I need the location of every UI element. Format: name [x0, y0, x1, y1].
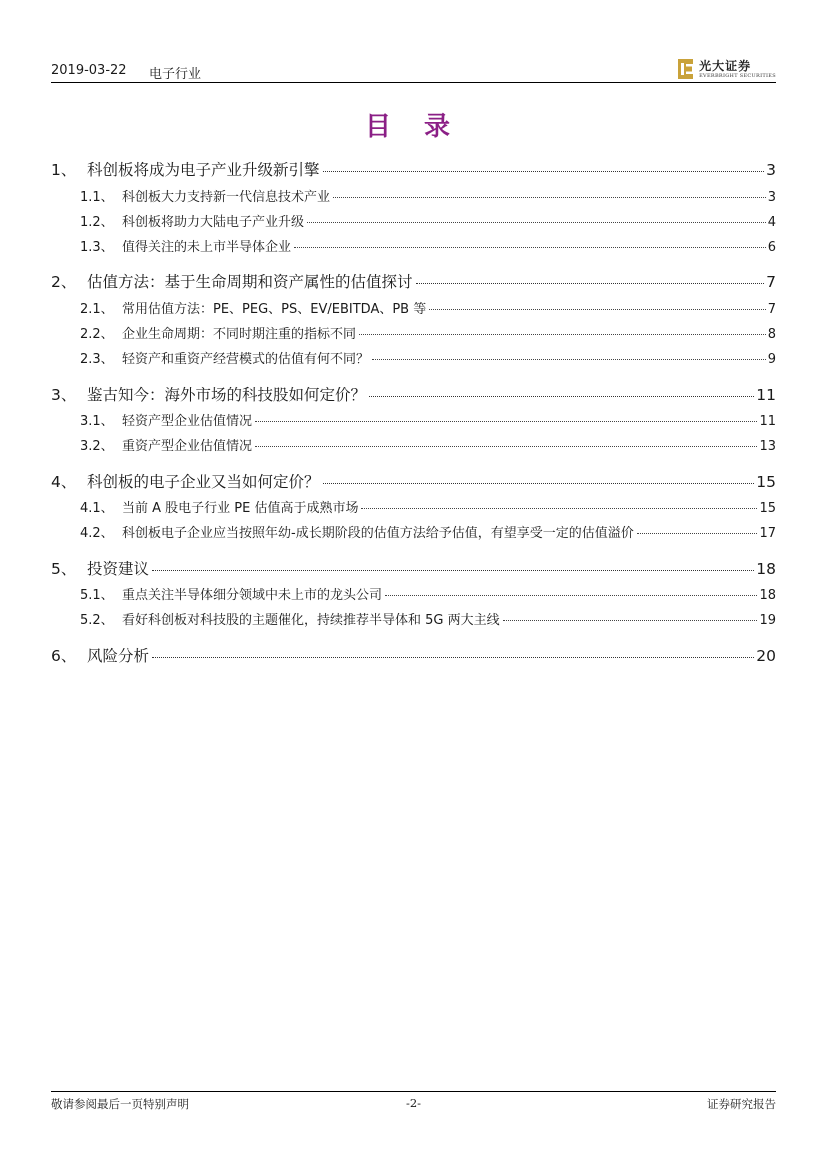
everbright-logo [677, 56, 776, 82]
toc-dot-leader [307, 222, 766, 223]
toc-dot-leader [152, 570, 754, 571]
toc-entry-number: 5、 [51, 560, 77, 578]
industry-label: 电子行业 [149, 67, 202, 82]
toc-entry-number: 3.2、 [80, 439, 114, 454]
toc-dot-leader [359, 334, 766, 335]
report-type: 证券研究报告 [707, 1097, 776, 1111]
toc-entry-title: 当前 A 股电子行业 PE 估值高于成熟市场 [122, 501, 359, 516]
toc-section-entry[interactable] [51, 211, 776, 230]
toc-dot-leader [372, 359, 766, 360]
page-header [51, 56, 776, 84]
toc-entry-number: 4.1、 [80, 501, 114, 516]
toc-entry-number: 4.2、 [80, 526, 114, 541]
toc-section-entry[interactable] [51, 323, 776, 342]
everbright-logo-icon [677, 58, 695, 80]
report-date: 2019-03-22 [51, 63, 127, 78]
logo-english-name: EVERBRIGHT SECURITIES [699, 72, 776, 79]
toc-dot-leader [323, 483, 755, 484]
toc-dot-leader [152, 657, 754, 658]
toc-dot-leader [369, 396, 754, 397]
toc-entry-title: 科创板的电子企业又当如何定价？ [87, 473, 320, 491]
toc-dot-leader [294, 247, 766, 248]
toc-entry-page: 18 [759, 588, 776, 603]
toc-entry-number: 4、 [51, 473, 77, 491]
toc-entry-title: 科创板将助力大陆电子产业升级 [122, 215, 305, 230]
toc-entry-title: 鉴古知今：海外市场的科技股如何定价？ [87, 386, 367, 404]
toc-entry-title: 轻资产和重资产经营模式的估值有何不同？ [122, 352, 370, 367]
toc-section-entry[interactable] [51, 522, 776, 541]
toc-entry-page: 7 [767, 302, 776, 317]
toc-section-entry[interactable] [51, 584, 776, 603]
toc-entry-page: 9 [767, 352, 776, 367]
toc-entry-title: 值得关注的未上市半导体企业 [122, 240, 292, 255]
toc-entry-number: 2.2、 [80, 327, 114, 342]
toc-entry-number: 1.1、 [80, 190, 114, 205]
toc-section-entry[interactable] [51, 609, 776, 628]
toc-entry-number: 1.3、 [80, 240, 114, 255]
footer-divider [51, 1091, 776, 1092]
toc-entry-number: 5.1、 [80, 588, 114, 603]
toc-dot-leader [637, 533, 758, 534]
toc-dot-leader [255, 421, 757, 422]
toc-entry-page: 3 [767, 190, 776, 205]
toc-entry-title: 科创板大力支持新一代信息技术产业 [122, 190, 331, 205]
toc-dot-leader [385, 595, 757, 596]
toc-entry-page: 17 [759, 526, 776, 541]
toc-dot-leader [503, 620, 758, 621]
toc-title: 目 录 [364, 112, 463, 142]
toc-chapter-entry[interactable] [51, 644, 776, 666]
toc-chapter-entry[interactable] [51, 158, 776, 180]
toc-entry-number: 1、 [51, 161, 77, 179]
toc-entry-page: 7 [766, 273, 776, 291]
toc-entry-title: 风险分析 [87, 647, 150, 665]
toc-entry-title: 轻资产型企业估值情况 [122, 414, 253, 429]
toc-entry-title: 重资产型企业估值情况 [122, 439, 253, 454]
disclaimer-note: 敬请参阅最后一页特别声明 [51, 1097, 189, 1111]
toc-entry-page: 3 [766, 161, 776, 179]
toc-entry-title: 看好科创板对科技股的主题催化，持续推荐半导体和 5G 两大主线 [122, 613, 500, 628]
toc-entry-page: 13 [759, 439, 776, 454]
toc-dot-leader [416, 283, 765, 284]
toc-section-entry[interactable] [51, 298, 776, 317]
toc-entry-number: 2.3、 [80, 352, 114, 367]
header-divider [51, 82, 776, 83]
toc-entry-number: 2.1、 [80, 302, 114, 317]
toc-entry-number: 2、 [51, 273, 77, 291]
toc-dot-leader [255, 446, 757, 447]
toc-entry-page: 4 [767, 215, 776, 230]
toc-entry-title: 科创板电子企业应当按照年幼-成长期阶段的估值方法给予估值，有望享受一定的估值溢价 [122, 526, 634, 541]
toc-entry-title: 重点关注半导体细分领域中未上市的龙头公司 [122, 588, 383, 603]
toc-section-entry[interactable] [51, 435, 776, 454]
toc-section-entry[interactable] [51, 236, 776, 255]
toc-entry-page: 6 [767, 240, 776, 255]
toc-section-entry[interactable] [51, 497, 776, 516]
toc-entry-title: 科创板将成为电子产业升级新引擎 [87, 161, 320, 179]
toc-chapter-entry[interactable] [51, 383, 776, 405]
toc-entry-page: 19 [759, 613, 776, 628]
toc-entry-number: 3.1、 [80, 414, 114, 429]
toc-dot-leader [323, 171, 765, 172]
toc-chapter-entry[interactable] [51, 270, 776, 292]
toc-entry-number: 5.2、 [80, 613, 114, 628]
toc-entry-number: 1.2、 [80, 215, 114, 230]
toc-chapter-entry[interactable] [51, 470, 776, 492]
toc-entry-title: 估值方法：基于生命周期和资产属性的估值探讨 [87, 273, 413, 291]
toc-entry-page: 15 [756, 473, 776, 491]
toc-section-entry[interactable] [51, 186, 776, 205]
toc-entry-page: 11 [756, 386, 776, 404]
toc-dot-leader [429, 309, 765, 310]
toc-entry-number: 6、 [51, 647, 77, 665]
toc-entry-page: 20 [756, 647, 776, 665]
toc-chapter-entry[interactable] [51, 557, 776, 579]
toc-entry-page: 15 [759, 501, 776, 516]
toc-entry-page: 8 [767, 327, 776, 342]
toc-entry-title: 常用估值方法：PE、PEG、PS、EV/EBITDA、PB 等 [122, 302, 427, 317]
logo-chinese-name: 光大证券 [699, 58, 752, 73]
toc-entry-number: 3、 [51, 386, 77, 404]
page-number: -2- [405, 1096, 422, 1110]
toc-dot-leader [361, 508, 757, 509]
toc-section-entry[interactable] [51, 410, 776, 429]
toc-section-entry[interactable] [51, 348, 776, 367]
toc-entry-page: 11 [759, 414, 776, 429]
toc-entry-title: 投资建议 [87, 560, 150, 578]
toc-entry-page: 18 [756, 560, 776, 578]
toc-dot-leader [333, 197, 766, 198]
toc-entry-title: 企业生命周期：不同时期注重的指标不同 [122, 327, 357, 342]
